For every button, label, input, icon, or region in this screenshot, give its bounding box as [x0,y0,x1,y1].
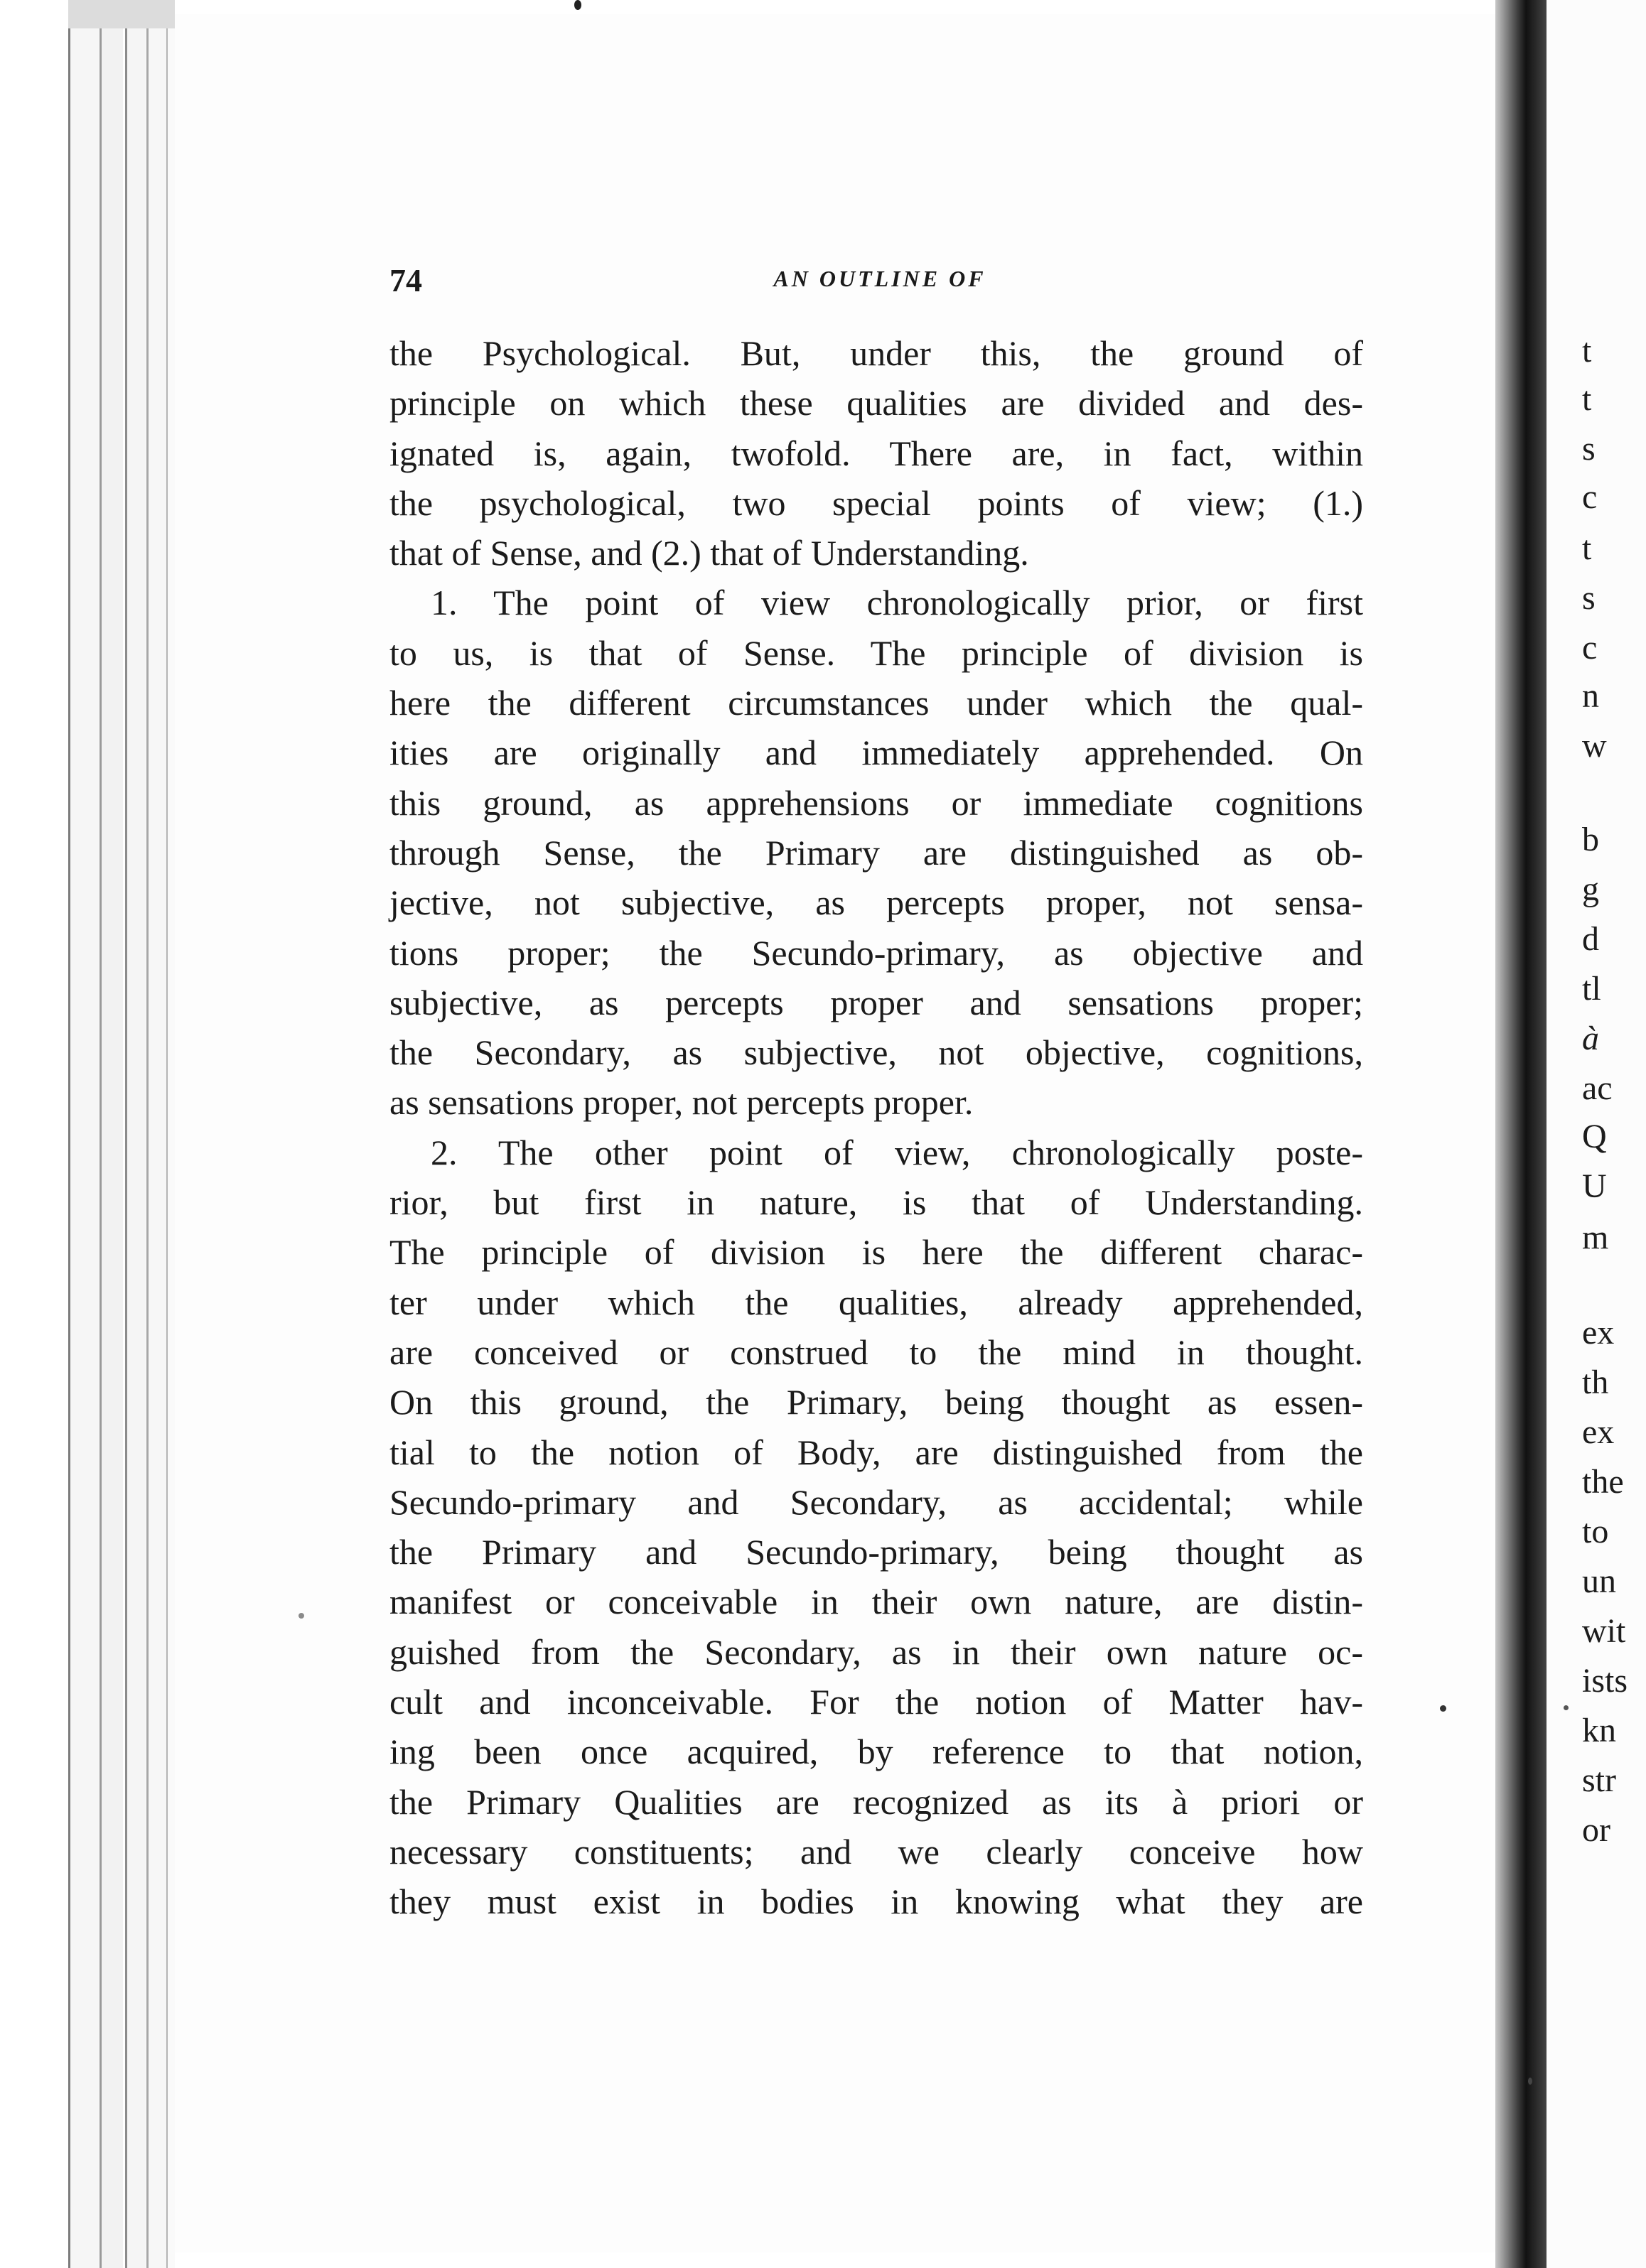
text-line: the Primary Qualities are recognized as its à priori or [389,1781,1363,1822]
text-line: ities are originally and immediately apprehended. On [389,733,1363,773]
facing-page-fragment: ex [1582,1314,1615,1351]
facing-page-fragment: b [1582,821,1599,858]
scan-speck [298,1613,304,1619]
facing-page-fragment: un [1582,1562,1616,1600]
facing-page-fragment: c [1582,629,1598,666]
text-line: 1. The point of view chronologically prior, or first [431,583,1363,623]
facing-page-fragment: the [1582,1463,1624,1501]
facing-page-fragment: t [1582,380,1592,418]
facing-page-fragment: wit [1582,1612,1626,1650]
text-line: tial to the notion of Body, are distinguished from the [389,1432,1363,1472]
facing-page-fragment: s [1582,430,1596,468]
scan-speck [1564,1705,1569,1710]
page-edge [99,0,123,2268]
facing-page-fragment: ex [1582,1413,1615,1451]
text-line: 2. The other point of view, chronologically poste- [431,1132,1363,1172]
text-line: ignated is, again, twofold. There are, in fact, within [389,433,1363,473]
page-edge [166,0,175,2268]
facing-page-fragment: t [1582,332,1592,369]
facing-page-fragment: tl [1582,970,1601,1008]
text-line: ter under which the qualities, already apprehended, [389,1282,1363,1322]
text-line: through Sense, the Primary are distinguished as ob- [389,832,1363,873]
page-edge-shadow [68,0,175,28]
facing-page-fragment: à [1582,1020,1599,1057]
facing-page-fragment: ists [1582,1662,1628,1700]
facing-page-fragment: or [1582,1811,1610,1849]
text-line: ing been once acquired, by reference to that notion, [389,1732,1363,1772]
text-line: jective, not subjective, as percepts proper, not sensa- [389,882,1363,923]
text-line: rior, but first in nature, is that of Understanding. [389,1182,1363,1223]
scan-speck [1528,2078,1532,2085]
text-line: the Psychological. But, under this, the ground of [389,333,1363,373]
page-edge [68,0,99,2268]
facing-page-fragment: g [1582,870,1599,908]
scan-speck [1440,1705,1446,1712]
text-line: manifest or conceivable in their own nature, are distin- [389,1582,1363,1622]
book-binding-gutter [1495,0,1547,2268]
facing-page-fragment: w [1582,727,1607,765]
facing-page-fragment: str [1582,1761,1616,1799]
text-line: guished from the Secondary, as in their own nature oc- [389,1631,1363,1672]
scan-speck [574,0,581,10]
page-edge [146,0,167,2268]
text-line: that of Sense, and (2.) that of Understanding. [389,533,1029,573]
text-line: The principle of division is here the different charac- [389,1232,1363,1273]
text-line: the psychological, two special points of view; (1.) [389,482,1363,523]
text-line: this ground, as apprehensions or immediate cognitions [389,782,1363,823]
page-number: 74 [389,262,422,298]
text-line: principle on which these qualities are divided and des- [389,383,1363,423]
text-line: here the different circumstances under which the qual- [389,683,1363,723]
text-line: the Primary and Secundo-primary, being thought as [389,1532,1363,1572]
text-line: subjective, as percepts proper and sensations proper; [389,982,1363,1022]
text-line: as sensations proper, not percepts proper. [389,1082,974,1123]
facing-page-fragment: n [1582,677,1599,715]
text-line: On this ground, the Primary, being thought as essen- [389,1382,1363,1422]
facing-page-fragment: s [1582,579,1596,617]
page-edge [125,0,146,2268]
text-line: the Secondary, as subjective, not objective, cognitions, [389,1032,1363,1073]
facing-page-fragment: d [1582,920,1599,958]
text-line: tions proper; the Secundo-primary, as objective and [389,932,1363,973]
text-line: necessary constituents; and we clearly conceive how [389,1831,1363,1872]
facing-page-fragment: t [1582,529,1592,567]
facing-page-fragment: U [1582,1167,1607,1205]
facing-page-fragment: ac [1582,1069,1613,1107]
page-header [389,261,1370,304]
running-head: AN OUTLINE OF [773,266,986,291]
facing-page-fragment: kn [1582,1712,1616,1749]
text-line: to us, is that of Sense. The principle of division is [389,632,1363,673]
body-text [389,328,1363,1927]
facing-page-fragment: to [1582,1513,1609,1550]
facing-page-fragment: c [1582,478,1598,516]
facing-page-fragment: th [1582,1364,1609,1401]
text-line: are conceived or construed to the mind in thought. [389,1332,1363,1372]
text-line: cult and inconceivable. For the notion of Matter hav- [389,1682,1363,1722]
facing-page-fragment: m [1582,1219,1609,1256]
facing-page-fragment: Q [1582,1118,1607,1155]
text-line: they must exist in bodies in knowing what they are [389,1881,1363,1922]
text-line: Secundo-primary and Secondary, as accidental; while [389,1481,1363,1522]
